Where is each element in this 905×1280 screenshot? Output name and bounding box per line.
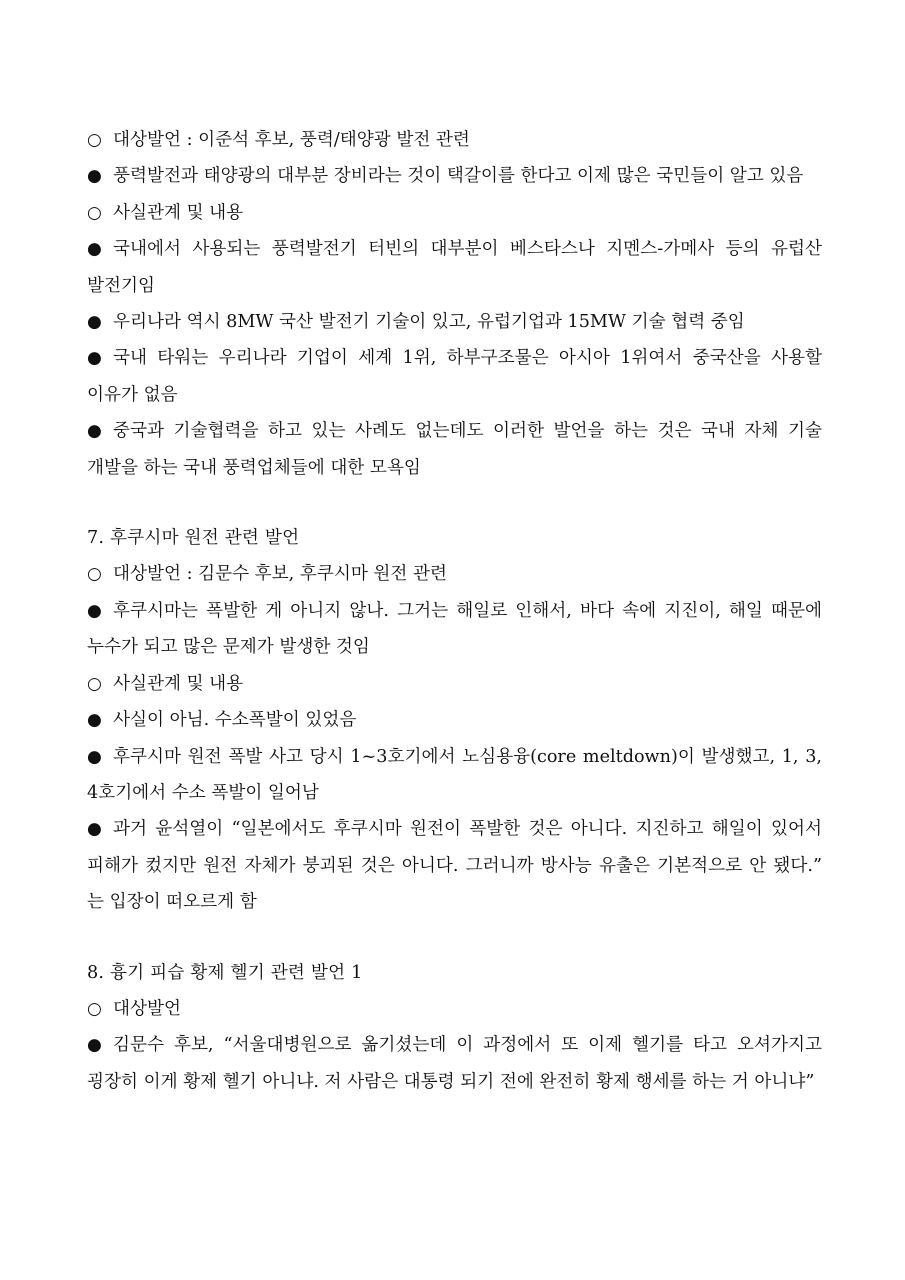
item-text: 사실관계 및 내용 xyxy=(113,202,244,223)
filled-circle-icon: ● xyxy=(87,710,102,731)
filled-bullet-item xyxy=(87,739,822,812)
item-text: 대상발언 : 김문수 후보, 후쿠시마 원전 관련 xyxy=(113,564,448,585)
item-text: 우리나라 역시 8MW 국산 발전기 기술이 있고, 유럽기업과 15MW 기술 협력 중임 xyxy=(113,312,745,333)
document-body xyxy=(87,122,822,1100)
item-text: 중국과 기술협력을 하고 있는 사례도 없는데도 이러한 발언을 하는 것은 국내 자체 기술 개발을 하는 국내 풍력업체들에 대한 모욕임 xyxy=(87,421,822,478)
filled-circle-icon: ● xyxy=(87,819,102,840)
filled-bullet-item xyxy=(87,340,822,413)
open-bullet-item xyxy=(87,556,822,592)
open-bullet-item xyxy=(87,122,822,158)
item-text: 후쿠시마 원전 폭발 사고 당시 1~3호기에서 노심용융(core meltdown)이 발생했고, 1, 3, 4호기에서 수소 폭발이 일어남 xyxy=(87,746,822,803)
filled-bullet-item xyxy=(87,231,822,304)
filled-bullet-item xyxy=(87,1027,822,1100)
open-circle-icon: ○ xyxy=(87,202,102,223)
item-text: 국내에서 사용되는 풍력발전기 터빈의 대부분이 베스타스나 지멘스-가메사 등의 유럽산 발전기임 xyxy=(87,239,822,296)
filled-circle-icon: ● xyxy=(87,421,102,442)
filled-bullet-item xyxy=(87,702,822,738)
filled-circle-icon: ● xyxy=(87,600,102,621)
item-text: 사실이 아님. 수소폭발이 있었음 xyxy=(113,710,357,731)
filled-bullet-item xyxy=(87,413,822,486)
item-text: 7. 후쿠시마 원전 관련 발언 xyxy=(87,528,300,549)
filled-circle-icon: ● xyxy=(87,312,102,333)
filled-circle-icon: ● xyxy=(87,746,102,767)
filled-circle-icon: ● xyxy=(87,239,102,260)
open-circle-icon: ○ xyxy=(87,998,102,1019)
section-gap xyxy=(87,486,822,520)
section-heading xyxy=(87,520,822,556)
open-bullet-item xyxy=(87,991,822,1027)
item-text: 8. 흉기 피습 황제 헬기 관련 발언 1 xyxy=(87,962,363,983)
item-text: 대상발언 xyxy=(113,998,181,1019)
item-text: 김문수 후보, “서울대병원으로 옮기셨는데 이 과정에서 또 이제 헬기를 타고 오셔가지고 굉장히 이게 황제 헬기 아니냐. 저 사람은 대통령 되기 전에 완전히 황제 행세를 하는 거 아니냐” xyxy=(87,1035,822,1092)
filled-bullet-item xyxy=(87,593,822,666)
filled-bullet-item xyxy=(87,158,822,194)
item-text: 후쿠시마는 폭발한 게 아니지 않나. 그거는 해일로 인해서, 바다 속에 지진이, 해일 때문에 누수가 되고 많은 문제가 발생한 것임 xyxy=(87,600,822,658)
open-circle-icon: ○ xyxy=(87,673,102,694)
item-text: 사실관계 및 내용 xyxy=(113,673,244,694)
section-gap xyxy=(87,921,822,955)
open-bullet-item xyxy=(87,195,822,231)
item-text: 국내 타워는 우리나라 기업이 세계 1위, 하부구조물은 아시아 1위여서 중국산을 사용할 이유가 없음 xyxy=(87,348,822,405)
filled-bullet-item xyxy=(87,811,822,920)
filled-bullet-item xyxy=(87,304,822,340)
open-bullet-item xyxy=(87,666,822,702)
filled-circle-icon: ● xyxy=(87,1035,102,1056)
section-heading xyxy=(87,955,822,991)
open-circle-icon: ○ xyxy=(87,564,102,585)
filled-circle-icon: ● xyxy=(87,348,102,369)
item-text: 풍력발전과 태양광의 대부분 장비라는 것이 택갈이를 한다고 이제 많은 국민들이 알고 있음 xyxy=(113,166,804,187)
item-text: 대상발언 : 이준석 후보, 풍력/태양광 발전 관련 xyxy=(113,130,470,150)
open-circle-icon: ○ xyxy=(87,130,102,150)
filled-circle-icon: ● xyxy=(87,166,102,187)
item-text: 과거 윤석열이 “일본에서도 후쿠시마 원전이 폭발한 것은 아니다. 지진하고 해일이 있어서 피해가 컸지만 원전 자체가 붕괴된 것은 아니다. 그러니까 방사능 유출은 기본적으로 안 됐다.” 는 입장이 떠오르게 함 xyxy=(87,819,822,913)
